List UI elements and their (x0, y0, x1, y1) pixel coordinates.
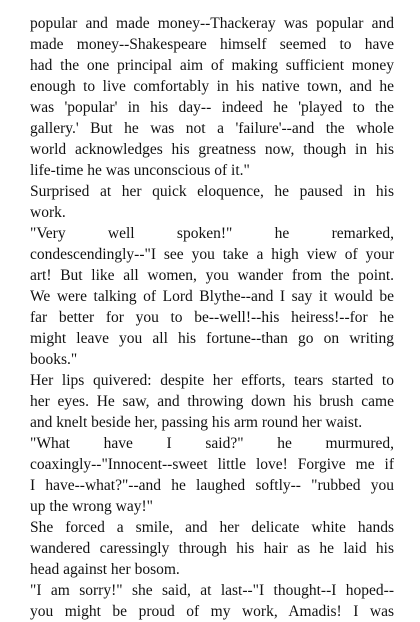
text-line: head against her bosom. (30, 561, 180, 578)
text-line: "What have I said?" he murmured, (30, 435, 394, 452)
text-line: art! But like all women, you wander from the point. (30, 267, 394, 284)
paragraph-7 (30, 580, 394, 622)
text-line: "Very well spoken!" he remarked, (30, 225, 394, 242)
text-line: We were talking of Lord Blythe--and I say it would be (30, 288, 394, 305)
paragraph-6 (30, 517, 394, 580)
text-line: I have--what?"--and he laughed softly-- "rubbed you (30, 477, 394, 494)
paragraph-4 (30, 370, 394, 433)
text-line: had the one principal aim of making sufficient money (30, 57, 394, 74)
page-text (30, 13, 394, 622)
text-line: books." (30, 351, 78, 368)
paragraph-2 (30, 181, 394, 223)
text-line: Her lips quivered: despite her efforts, tears started to (30, 372, 394, 389)
text-line: was 'popular' in his day-- indeed he 'played to the (30, 99, 394, 116)
text-line: far better for you to be--well!--his heiress!--for he (30, 309, 394, 326)
text-line: made money--Shakespeare himself seemed to have (30, 36, 394, 53)
text-line: "I am sorry!" she said, at last--"I thought--I hoped-- (30, 582, 394, 599)
text-line: world acknowledges his greatness now, though in his (30, 141, 394, 158)
text-line: She forced a smile, and her delicate white hands (30, 519, 394, 536)
text-line: enough to live comfortably in his native town, and he (30, 78, 394, 95)
text-line: you might be proud of my work, Amadis! I was (30, 603, 394, 620)
text-line: her eyes. He saw, and throwing down his brush came (30, 393, 394, 410)
text-line: wandered caressingly through his hair as he laid his (30, 540, 394, 557)
text-line: coaxingly--"Innocent--sweet little love! Forgive me if (30, 456, 394, 473)
text-line: Surprised at her quick eloquence, he paused in his (30, 183, 394, 200)
paragraph-1 (30, 13, 394, 181)
paragraph-3 (30, 223, 394, 370)
text-line: up the wrong way!" (30, 498, 153, 515)
text-line: might leave you all his fortune--than go on writing (30, 330, 394, 347)
text-line: work. (30, 204, 66, 221)
paragraph-5 (30, 433, 394, 517)
text-line: popular and made money--Thackeray was popular and (30, 15, 394, 32)
text-line: and knelt beside her, passing his arm round her waist. (30, 414, 363, 431)
text-line: gallery.' But he was not a 'failure'--and the whole (30, 120, 394, 137)
text-line: life-time he was unconscious of it." (30, 162, 250, 179)
text-line: condescendingly--"I see you take a high view of your (30, 246, 394, 263)
